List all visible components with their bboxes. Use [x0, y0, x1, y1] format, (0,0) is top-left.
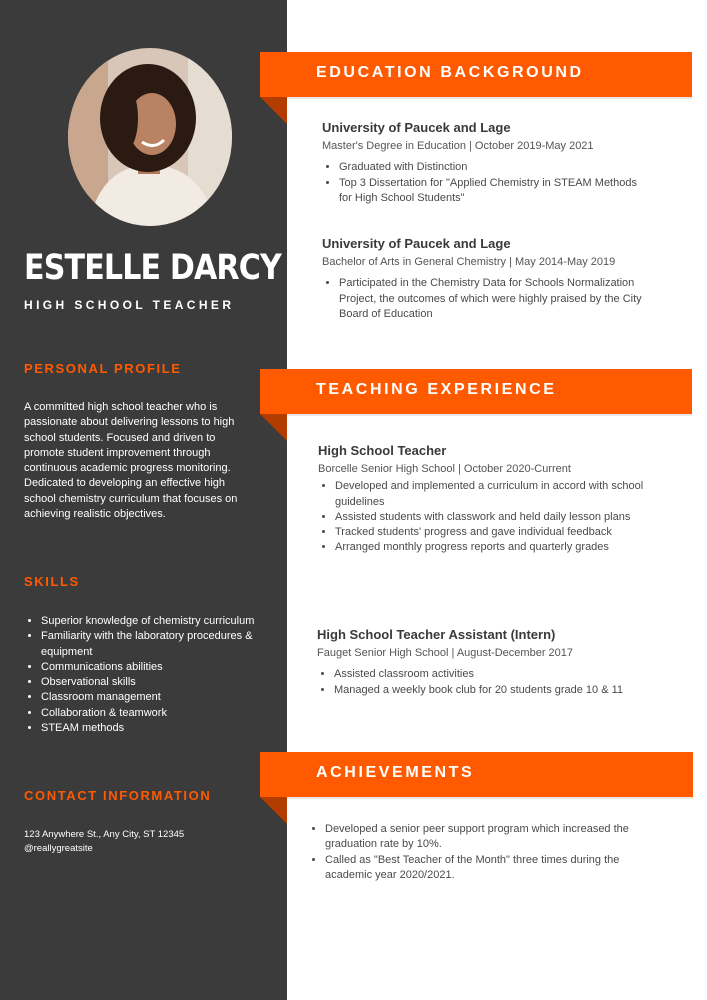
experience-bullets: [317, 667, 649, 698]
contact-social: @reallygreatsite: [24, 843, 93, 854]
achievements-heading: ACHIEVEMENTS: [316, 764, 475, 781]
education-heading: EDUCATION BACKGROUND: [316, 64, 584, 81]
achievements-banner-fold: [260, 797, 287, 824]
education-detail: Bachelor of Arts in General Chemistry | May 2014-May 2019: [322, 256, 616, 268]
achievements-bullets: [308, 822, 653, 883]
experience-banner: [260, 369, 692, 414]
candidate-name: ESTELLE DARCY: [24, 248, 281, 288]
skills-list: [24, 614, 261, 736]
achievements-entry: [308, 822, 653, 883]
education-entry: [322, 236, 652, 322]
education-divider: [287, 97, 692, 99]
contact-heading: CONTACT INFORMATION: [24, 788, 212, 803]
personal-profile-heading: PERSONAL PROFILE: [24, 361, 182, 376]
experience-detail: Fauget Senior High School | August-December 2017: [317, 647, 574, 659]
education-school: University of Paucek and Lage: [322, 236, 511, 251]
skills-heading: SKILLS: [24, 574, 80, 589]
education-banner: [260, 52, 692, 97]
skill-item: • Superior knowledge of chemistry curriculum: [41, 614, 261, 629]
portrait-photo-icon: [68, 48, 232, 226]
experience-bullets: [318, 479, 648, 555]
experience-divider: [287, 414, 692, 416]
experience-bullet: • Assisted classroom activities: [334, 667, 649, 682]
education-entry: [322, 120, 652, 206]
experience-heading: TEACHING EXPERIENCE: [316, 381, 557, 398]
achievements-divider: [287, 797, 693, 799]
experience-bullet: • Managed a weekly book club for 20 students grade 10 & 11: [334, 683, 649, 698]
education-bullets: [322, 160, 652, 206]
experience-bullet: • Arranged monthly progress reports and quarterly grades: [335, 540, 648, 555]
contact-address: 123 Anywhere St., Any City, ST 12345: [24, 829, 185, 840]
contact-info: [24, 828, 184, 856]
education-detail: Master's Degree in Education | October 2019-May 2021: [322, 140, 594, 152]
education-bullet: • Top 3 Dissertation for "Applied Chemistry in STEAM Methods for High School Students": [339, 176, 652, 207]
education-banner-fold: [260, 97, 287, 124]
skill-item: • STEAM methods: [41, 721, 261, 736]
skill-item: • Collaboration & teamwork: [41, 706, 261, 721]
education-bullet: • Participated in the Chemistry Data for Schools Normalization Project, the outcomes of which were highly praised by the City Board of Education: [339, 276, 652, 322]
skill-item: • Familiarity with the laboratory procedures & equipment: [41, 629, 261, 660]
candidate-role: HIGH SCHOOL TEACHER: [24, 298, 235, 312]
sidebar: [0, 0, 287, 1000]
skill-item: • Observational skills: [41, 675, 261, 690]
experience-title: High School Teacher Assistant (Intern): [317, 627, 556, 642]
experience-entry: [318, 443, 648, 556]
achievement-bullet: • Developed a senior peer support program which increased the graduation rate by 10%.: [325, 822, 653, 853]
education-bullets: [322, 276, 652, 322]
achievement-bullet: • Called as "Best Teacher of the Month" three times during the academic year 2020/2021.: [325, 853, 653, 884]
skill-item: • Communications abilities: [41, 660, 261, 675]
experience-detail: Borcelle Senior High School | October 2020-Current: [318, 463, 571, 475]
personal-profile-text: A committed high school teacher who is passionate about delivering lessons to high school students. Focused and driven to promote student improvement through continuous academic progress monitoring. Dedicated to developing an effective high school chemistry curriculum that focuses on achieving realistic objectives.: [24, 401, 238, 521]
achievements-banner: [260, 752, 693, 797]
experience-bullet: • Assisted students with classwork and held daily lesson plans: [335, 510, 648, 525]
education-school: University of Paucek and Lage: [322, 120, 511, 135]
skill-item: • Classroom management: [41, 690, 261, 705]
experience-banner-fold: [260, 414, 287, 441]
experience-title: High School Teacher: [318, 443, 447, 458]
education-bullet: • Graduated with Distinction: [339, 160, 652, 175]
experience-bullet: • Developed and implemented a curriculum in accord with school guidelines: [335, 479, 648, 510]
profile-photo: [68, 48, 232, 226]
experience-entry: [317, 627, 649, 698]
experience-bullet: • Tracked students' progress and gave individual feedback: [335, 525, 648, 540]
